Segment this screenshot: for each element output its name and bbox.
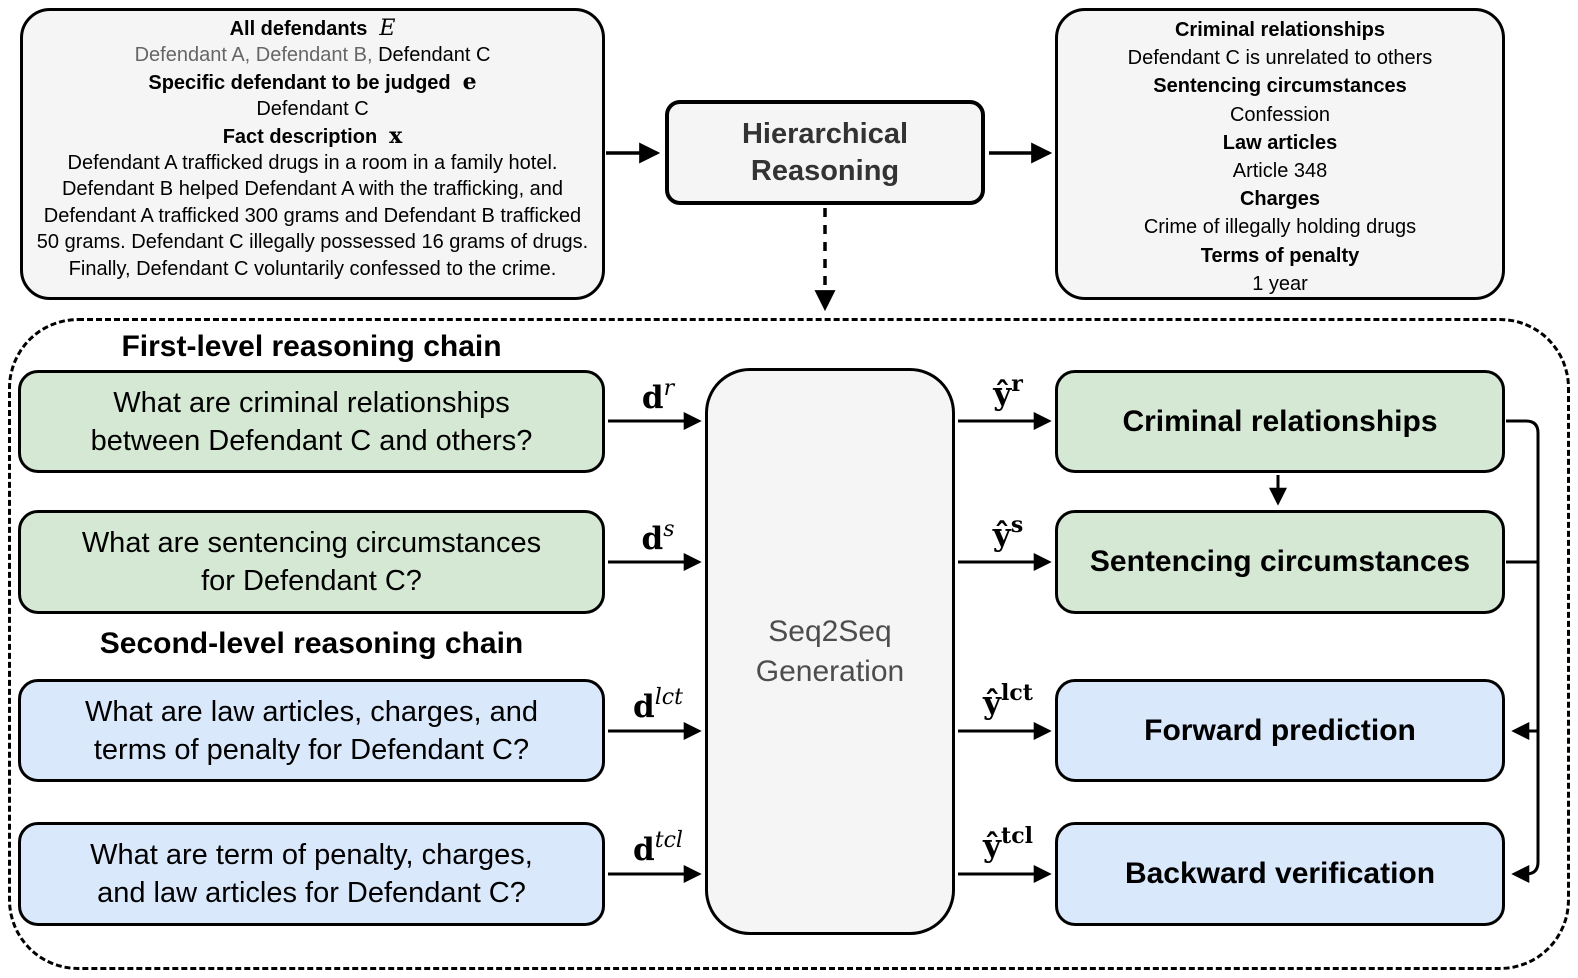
- fact-description-line: [35, 123, 590, 150]
- second-level-heading: Second-level reasoning chain: [99, 627, 524, 660]
- criminal-relationships-value: Defendant C is unrelated to others: [1127, 47, 1433, 70]
- charges-title: Charges: [1239, 188, 1321, 211]
- output-label: Sentencing circumstances: [1089, 545, 1471, 578]
- terms-of-penalty-title: Terms of penalty: [1200, 244, 1360, 267]
- question-text: What are sentencing circumstances: [81, 527, 542, 559]
- label-yhat-tcl: $ŷ^{tcl}$: [983, 822, 1033, 864]
- fact-description-label: Fact description: [222, 125, 378, 148]
- output-forward-prediction: [1055, 679, 1505, 782]
- label-yhat-lct: $ŷ^{lct}$: [983, 679, 1033, 721]
- label-d-lct: $d^{lct}$: [633, 684, 683, 725]
- specific-defendant-variable: e: [462, 68, 477, 95]
- question-backward-verification: [18, 822, 605, 926]
- label-yhat-s: $ŷ^s$: [992, 511, 1024, 553]
- question-text: What are term of penalty, charges,: [90, 839, 533, 871]
- input-box: [20, 8, 605, 300]
- law-articles-title: Law articles: [1222, 131, 1338, 154]
- seq2seq-label-line2: Generation: [755, 654, 905, 688]
- all-defendants-line: [35, 16, 590, 42]
- fact-description-variable: x: [389, 122, 403, 149]
- all-defendants-label: All defendants: [229, 18, 368, 40]
- seq2seq-generation-box: [705, 368, 955, 935]
- seq2seq-label-line1: Seq2Seq: [768, 614, 892, 648]
- question-criminal-relationships: [18, 370, 605, 473]
- output-label: Backward verification: [1124, 857, 1436, 890]
- question-text: What are law articles, charges, and: [85, 695, 538, 728]
- defendants-list: [35, 42, 590, 68]
- label-d-tcl: $d^{tcl}$: [633, 827, 683, 868]
- defendants-muted: Defendant A, Defendant B,: [134, 44, 373, 67]
- hierarchical-reasoning-label-line2: Reasoning: [750, 154, 900, 187]
- specific-defendant-line: [35, 69, 590, 96]
- question-text: for Defendant C?: [201, 565, 422, 597]
- question-text: between Defendant C and others?: [90, 424, 533, 457]
- question-text: and law articles for Defendant C?: [97, 877, 526, 909]
- specific-defendant-label: Specific defendant to be judged: [148, 71, 451, 94]
- law-articles-value: Article 348: [1232, 160, 1328, 183]
- question-text: What are criminal relationships: [113, 386, 510, 419]
- hierarchical-reasoning-label-line1: Hierarchical: [741, 117, 909, 150]
- output-criminal-relationships: [1055, 370, 1505, 473]
- all-defendants-variable: E: [379, 16, 396, 41]
- sentencing-circumstances-title: Sentencing circumstances: [1153, 75, 1407, 98]
- label-yhat-r: $ŷ^r$: [993, 370, 1023, 412]
- charges-value: Crime of illegally holding drugs: [1143, 216, 1417, 239]
- sentencing-circumstances-value: Confession: [1229, 103, 1331, 126]
- criminal-relationships-title: Criminal relationships: [1174, 19, 1386, 41]
- question-forward-prediction: [18, 679, 605, 782]
- hierarchical-reasoning-box: [665, 100, 985, 205]
- defendant-highlight: Defendant C: [372, 44, 491, 67]
- output-backward-verification: [1055, 822, 1505, 926]
- specific-defendant-value: Defendant C: [256, 98, 369, 121]
- label-d-s: $d^s$: [641, 516, 675, 557]
- question-sentencing-circumstances: [18, 510, 605, 614]
- label-d-r: $d^r$: [641, 375, 675, 416]
- output-label: Forward prediction: [1144, 713, 1416, 747]
- output-sentencing-circumstances: [1055, 510, 1505, 614]
- terms-of-penalty-value: 1 year: [1252, 272, 1308, 295]
- output-label: Criminal relationships: [1122, 404, 1438, 438]
- first-level-heading: First-level reasoning chain: [121, 330, 502, 363]
- question-text: terms of penalty for Defendant C?: [93, 733, 530, 766]
- judgment-output-box: [1055, 8, 1505, 300]
- fact-description-text: Defendant A trafficked drugs in a room in a family hotel. Defendant B helped Defendant A with the trafficking, and Defendant A trafficked 300 grams and Defendant B trafficked 50 grams. Defendant C illegally possessed 16 grams of drugs. Finally, Defendant C voluntarily confessed to the crime.: [36, 152, 589, 280]
